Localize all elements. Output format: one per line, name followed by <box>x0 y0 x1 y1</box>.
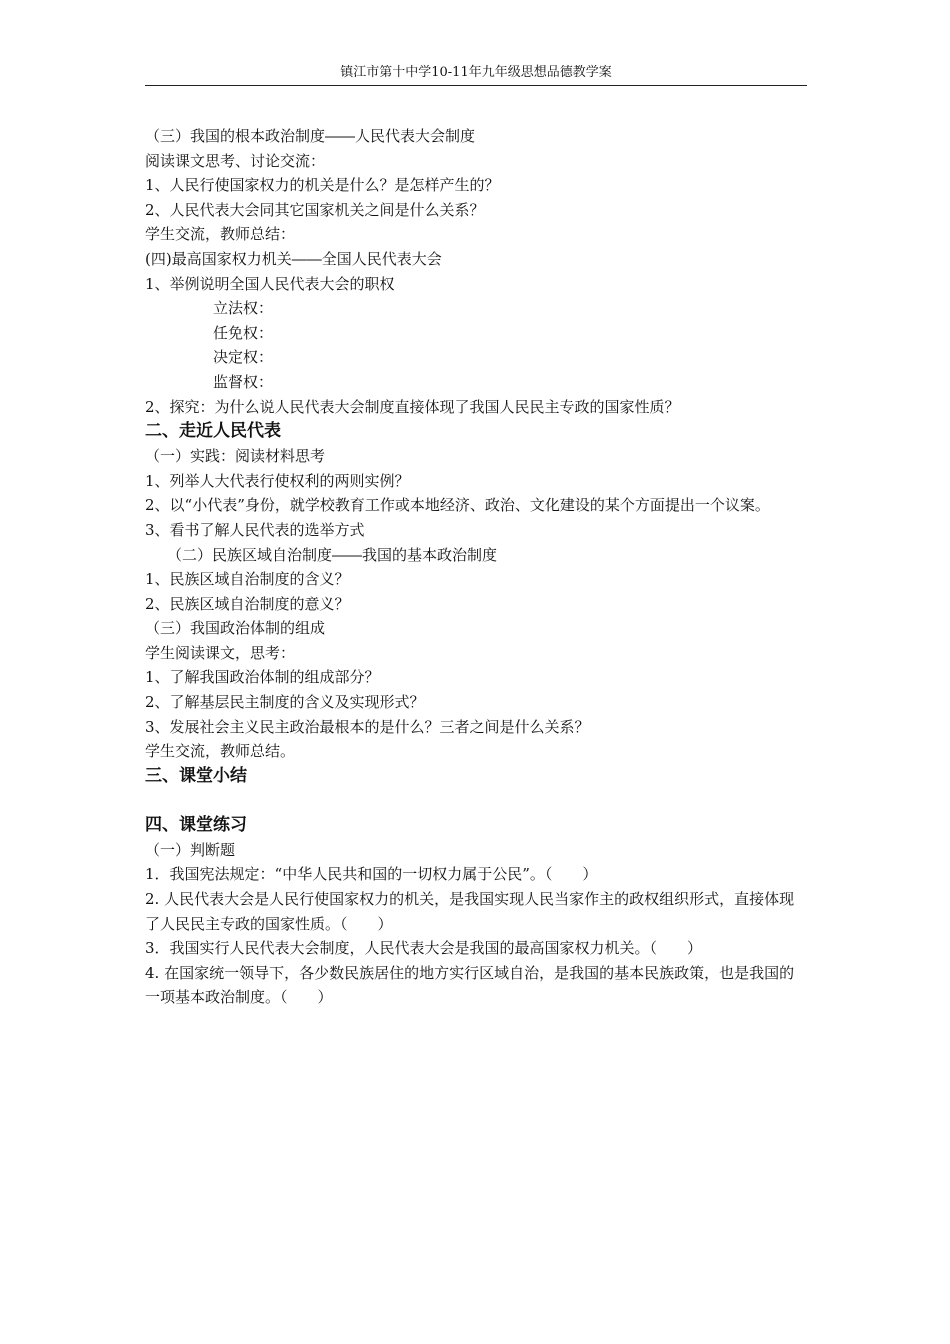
subheading: （二）民族区域自治制度――我国的基本政治制度 <box>167 545 498 564</box>
question-line: 1、举例说明全国人民代表大会的职权 <box>145 274 395 293</box>
power-item: 任免权： <box>213 323 274 342</box>
document-body <box>145 124 807 1010</box>
question-line: 2、以“小代表”身份，就学校教育工作或本地经济、政治、文化建设的某个方面提出一个议案。 <box>145 496 770 515</box>
question-line: 2、了解基层民主制度的含义及实现形式？ <box>145 693 425 712</box>
power-item: 监督权： <box>213 372 274 391</box>
question-line: 3、发展社会主义民主政治最根本的是什么？三者之间是什么关系？ <box>145 717 590 736</box>
power-item: 决定权： <box>213 348 274 367</box>
question-line: 1、了解我国政治体制的组成部分？ <box>145 668 380 687</box>
question-line: 1、人民行使国家权力的机关是什么？是怎样产生的？ <box>145 176 500 195</box>
header-rule <box>145 85 807 86</box>
subheading: （一）判断题 <box>145 840 236 859</box>
heading-part-2: 二、走近人民代表 <box>145 421 281 442</box>
question-line: 1、民族区域自治制度的含义？ <box>145 570 350 589</box>
page-header: 镇江市第十中学10-11年九年级思想品德教学案 <box>340 65 612 80</box>
instruction-line: 阅读课文思考、讨论交流： <box>145 151 326 170</box>
subheading: （一）实践：阅读材料思考 <box>145 447 326 466</box>
exercise-item: 3．我国实行人民代表大会制度，人民代表大会是我国的最高国家权力机关。（ ） <box>145 939 703 958</box>
exercise-item: 1．我国宪法规定：“中华人民共和国的一切权力属于公民”。（ ） <box>145 865 598 884</box>
question-line: 3、看书了解人民代表的选举方式 <box>145 520 365 539</box>
blank-space <box>145 789 807 813</box>
question-line: 2、民族区域自治制度的意义？ <box>145 594 350 613</box>
heading-part-4: 四、课堂练习 <box>145 814 247 835</box>
section-heading-3: （三）我国的根本政治制度――人民代表大会制度 <box>145 127 476 145</box>
section-heading-4: (四)最高国家权力机关――全国人民代表大会 <box>145 249 442 268</box>
heading-part-3: 三、课堂小结 <box>145 765 247 786</box>
question-line: 1、列举人大代表行使权利的两则实例？ <box>145 471 410 490</box>
summary-line: 学生交流，教师总结。 <box>145 742 296 761</box>
question-line: 2、人民代表大会同其它国家机关之间是什么关系？ <box>145 200 485 219</box>
instruction-line: 学生阅读课文，思考： <box>145 643 296 662</box>
exercise-item: 2. 人民代表大会是人民行使国家权力的机关，是我国实现人民当家作主的政权组织形式，直接体现了人民民主专政的国家性质。（ ） <box>145 890 795 933</box>
exercise-item: 4. 在国家统一领导下，各少数民族居住的地方实行区域自治，是我国的基本民族政策，也是我国的一项基本政治制度。（ ） <box>145 963 795 1007</box>
subheading: （三）我国政治体制的组成 <box>145 619 326 638</box>
question-line: 2、探究：为什么说人民代表大会制度直接体现了我国人民民主专政的国家性质？ <box>145 397 680 416</box>
power-item: 立法权： <box>213 299 274 318</box>
summary-line: 学生交流，教师总结： <box>145 225 296 244</box>
